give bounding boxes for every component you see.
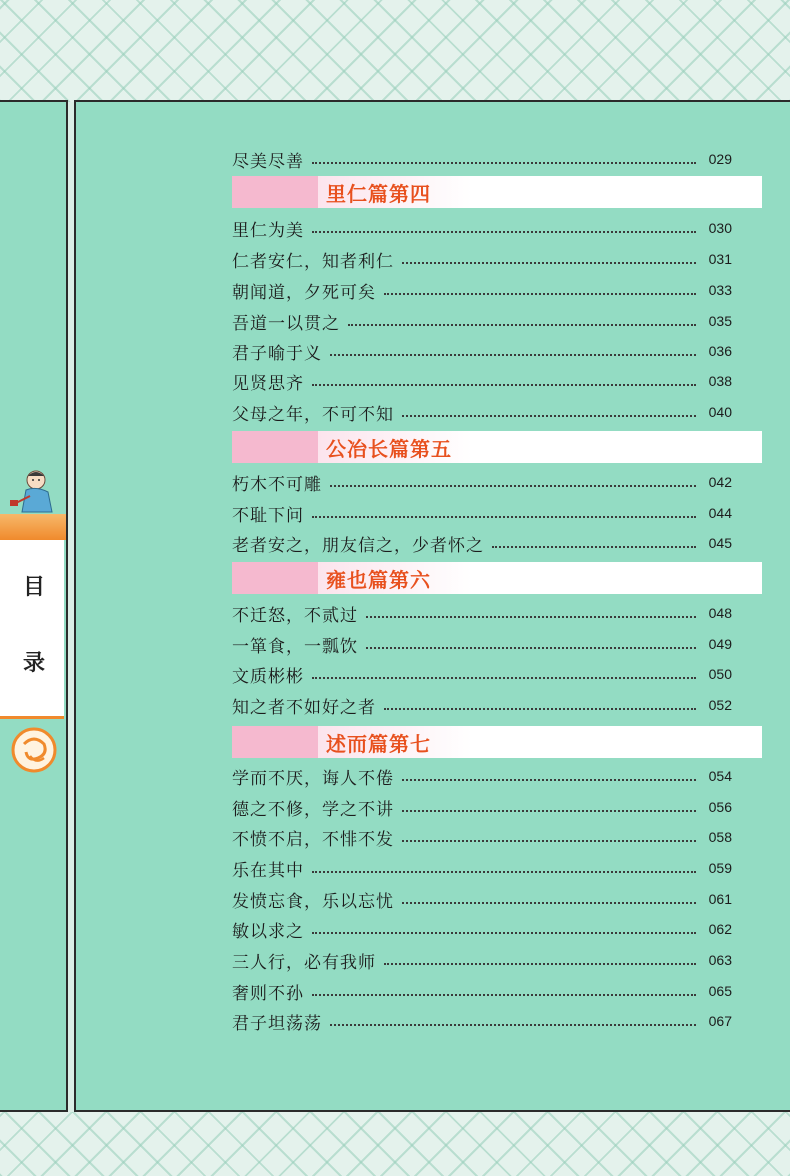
entry-page: 067 bbox=[708, 1013, 732, 1029]
chapter-title: 里仁篇第四 bbox=[326, 182, 431, 206]
bottom-pattern-band bbox=[0, 1112, 790, 1176]
entry-page: 062 bbox=[708, 921, 732, 937]
entry-page: 042 bbox=[708, 474, 732, 490]
toc-entry[interactable] bbox=[232, 338, 732, 364]
toc-entry[interactable] bbox=[232, 368, 732, 394]
side-tab-orange-stripe bbox=[0, 514, 66, 540]
toc-entry[interactable] bbox=[232, 600, 732, 626]
leader-dots bbox=[366, 647, 696, 649]
leader-dots bbox=[330, 1024, 696, 1026]
leader-dots bbox=[384, 293, 696, 295]
entry-title: 奢则不孙 bbox=[232, 983, 304, 1004]
toc-entry[interactable] bbox=[232, 824, 732, 850]
entry-title: 一箪食，一瓢饮 bbox=[232, 636, 358, 657]
leader-dots bbox=[402, 810, 696, 812]
chapter-header[interactable] bbox=[232, 562, 762, 594]
leader-dots bbox=[312, 994, 696, 996]
entry-title: 发愤忘食，乐以忘忧 bbox=[232, 891, 394, 912]
chapter-title: 雍也篇第六 bbox=[326, 568, 431, 592]
leader-dots bbox=[312, 231, 696, 233]
entry-title: 朽木不可雕 bbox=[232, 474, 322, 495]
entry-page: 029 bbox=[708, 151, 732, 167]
leader-dots bbox=[402, 840, 696, 842]
entry-title: 德之不修，学之不讲 bbox=[232, 799, 394, 820]
entry-title: 敏以求之 bbox=[232, 921, 304, 942]
entry-page: 063 bbox=[708, 952, 732, 968]
top-pattern-band bbox=[0, 0, 790, 102]
toc-entry[interactable] bbox=[232, 277, 732, 303]
entry-title: 尽美尽善 bbox=[232, 151, 304, 172]
entry-page: 035 bbox=[708, 313, 732, 329]
leader-dots bbox=[402, 262, 696, 264]
toc-entry[interactable] bbox=[232, 469, 732, 495]
side-tab bbox=[0, 100, 68, 1112]
leader-dots bbox=[402, 415, 696, 417]
side-label-lu: 录 bbox=[22, 651, 45, 676]
reading-boy-illustration bbox=[6, 466, 62, 516]
entry-page: 061 bbox=[708, 891, 732, 907]
toc-entry[interactable] bbox=[232, 1008, 732, 1034]
toc-entry[interactable] bbox=[232, 631, 732, 657]
entry-page: 038 bbox=[708, 373, 732, 389]
entry-title: 不迁怒，不贰过 bbox=[232, 605, 358, 626]
entry-title: 三人行，必有我师 bbox=[232, 952, 376, 973]
entry-page: 054 bbox=[708, 768, 732, 784]
leader-dots bbox=[402, 779, 696, 781]
toc-entry[interactable] bbox=[232, 246, 732, 272]
toc-entry[interactable] bbox=[232, 855, 732, 881]
entry-title: 学而不厌，诲人不倦 bbox=[232, 768, 394, 789]
entry-page: 030 bbox=[708, 220, 732, 236]
leader-dots bbox=[330, 354, 696, 356]
entry-title: 不愤不启，不悱不发 bbox=[232, 829, 394, 850]
toc-entry[interactable] bbox=[232, 916, 732, 942]
leader-dots bbox=[384, 708, 696, 710]
entry-title: 见贤思齐 bbox=[232, 373, 304, 394]
chapter-header[interactable] bbox=[232, 176, 762, 208]
toc-entry[interactable] bbox=[232, 947, 732, 973]
entry-title: 朝闻道，夕死可矣 bbox=[232, 282, 376, 303]
toc-entry[interactable] bbox=[232, 763, 732, 789]
entry-title: 老者安之，朋友信之，少者怀之 bbox=[232, 535, 484, 556]
toc-entry[interactable] bbox=[232, 794, 732, 820]
toc-entry[interactable] bbox=[232, 308, 732, 334]
leader-dots bbox=[312, 516, 696, 518]
entry-page: 050 bbox=[708, 666, 732, 682]
entry-title: 里仁为美 bbox=[232, 220, 304, 241]
entry-page: 059 bbox=[708, 860, 732, 876]
entry-title: 乐在其中 bbox=[232, 860, 304, 881]
entry-title: 不耻下问 bbox=[232, 505, 304, 526]
side-label-mu: 目 bbox=[22, 575, 45, 600]
entry-page: 058 bbox=[708, 829, 732, 845]
leader-dots bbox=[402, 902, 696, 904]
entry-title: 父母之年，不可不知 bbox=[232, 404, 394, 425]
entry-page: 044 bbox=[708, 505, 732, 521]
leader-dots bbox=[384, 963, 696, 965]
entry-page: 065 bbox=[708, 983, 732, 999]
toc-entry[interactable] bbox=[232, 399, 732, 425]
entry-page: 033 bbox=[708, 282, 732, 298]
chapter-title: 公冶长篇第五 bbox=[326, 437, 452, 461]
toc-entry[interactable] bbox=[232, 978, 732, 1004]
toc-entry[interactable] bbox=[232, 500, 732, 526]
leader-dots bbox=[312, 384, 696, 386]
toc-entry[interactable] bbox=[232, 661, 732, 687]
entry-page: 049 bbox=[708, 636, 732, 652]
leader-dots bbox=[312, 677, 696, 679]
entry-page: 045 bbox=[708, 535, 732, 551]
entry-page: 048 bbox=[708, 605, 732, 621]
entry-title: 吾道一以贯之 bbox=[232, 313, 340, 334]
leader-dots bbox=[366, 616, 696, 618]
entry-title: 仁者安仁，知者利仁 bbox=[232, 251, 394, 272]
side-tab-label-box bbox=[0, 540, 64, 719]
leader-dots bbox=[312, 932, 696, 934]
leader-dots bbox=[312, 162, 696, 164]
toc-entry[interactable] bbox=[232, 692, 732, 718]
entry-title: 君子喻于义 bbox=[232, 343, 322, 364]
entry-page: 056 bbox=[708, 799, 732, 815]
entry-title: 文质彬彬 bbox=[232, 666, 304, 687]
leader-dots bbox=[312, 871, 696, 873]
entry-title: 君子坦荡荡 bbox=[232, 1013, 322, 1034]
chapter-header[interactable] bbox=[232, 726, 762, 758]
chapter-title: 述而篇第七 bbox=[326, 732, 431, 756]
toc-entry[interactable] bbox=[232, 530, 732, 556]
entry-page: 036 bbox=[708, 343, 732, 359]
entry-page: 040 bbox=[708, 404, 732, 420]
leader-dots bbox=[348, 324, 696, 326]
toc-entry[interactable] bbox=[232, 886, 732, 912]
chapter-header[interactable] bbox=[232, 431, 762, 463]
entry-title: 知之者不如好之者 bbox=[232, 697, 376, 718]
seal-ornament-icon bbox=[10, 726, 58, 774]
toc-entry[interactable] bbox=[232, 146, 732, 172]
entry-page: 031 bbox=[708, 251, 732, 267]
leader-dots bbox=[492, 546, 696, 548]
toc-entry[interactable] bbox=[232, 215, 732, 241]
entry-page: 052 bbox=[708, 697, 732, 713]
leader-dots bbox=[330, 485, 696, 487]
